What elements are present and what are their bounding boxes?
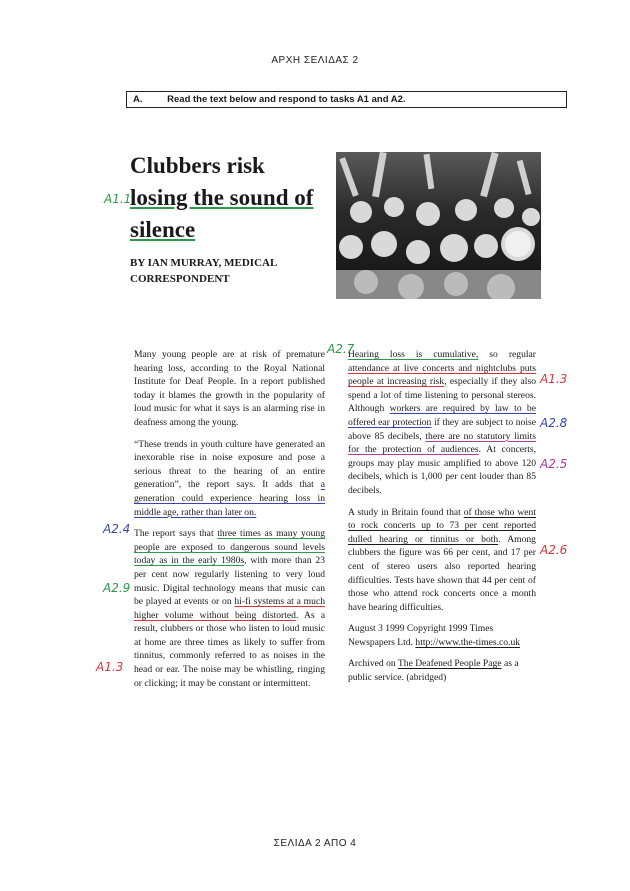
byline-line: CORRESPONDENT <box>130 273 230 285</box>
archived-note <box>348 657 536 684</box>
annotation-a28: A2.8 <box>540 416 568 430</box>
paragraph-text: . At concerts, groups may play music amplified to above 120 decibels, which is 1,000 per cent louder than 85 decibels. <box>348 444 536 496</box>
highlight-a13-right: attendance at live concerts and nightclubs puts people at increasing risk <box>348 362 536 388</box>
article-column-right <box>348 348 536 693</box>
highlight-a25: there are no statutory limits for the protection of audiences <box>348 430 536 456</box>
task-letter: A. <box>133 94 143 105</box>
highlight-a26: of those who went to rock concerts up to 73 per cent reported dulled hearing or tinnitus or both <box>348 506 536 545</box>
task-instruction-box <box>126 91 567 108</box>
article-column-left <box>134 348 325 698</box>
title-line: Clubbers risk <box>130 153 265 178</box>
annotation-a29: A2.9 <box>103 581 131 595</box>
crowd-photo <box>336 152 541 299</box>
copyright-note <box>348 622 536 649</box>
paragraph-text: . As a result, clubbers or those who listen to loud music at home are three times as likely to suffer from tinnitus, commonly referred to as noises in the head or ear. The noise may be whistling, ringing or clicking; it may be constant or intermittent. <box>134 609 325 689</box>
crowd-photo-graphic <box>336 152 541 299</box>
paragraph <box>134 438 325 520</box>
annotation-a13-left: A1.3 <box>96 660 124 674</box>
annotation-a13-right: A1.3 <box>540 372 568 386</box>
annotation-a25: A2.5 <box>540 457 568 471</box>
paragraph-text: , especially if they also spend a lot of time listening to personal stereos. Although <box>348 376 536 415</box>
highlight-a13-left: hi-fi systems at a much higher volume without being distorted <box>134 596 325 621</box>
paragraph <box>134 527 325 690</box>
copyright-text: August 3 1999 Copyright 1999 Times Newspapers Ltd. <box>348 623 494 648</box>
annotation-a27: A2.7 <box>327 342 355 356</box>
paragraph-text: , with more than 23 per cent now regularly listening to very loud music. Digital technology means that music can be played at events or on <box>134 555 326 608</box>
page-header: ΑΡΧΗ ΣΕΛΙΔΑΣ 2 <box>271 55 359 66</box>
annotation-a24: A2.4 <box>103 522 131 536</box>
archived-text: Archived on <box>348 658 398 670</box>
annotation-a11: A1.1 <box>104 192 132 206</box>
paragraph-text: “These trends in youth culture have generated an inexorable rise in noise exposure and pose a serious threat to the hearing of an entire generation”, the report says. It adds that <box>134 438 325 491</box>
paragraph-text: . Among clubbers the figure was 66 per cent, and 17 per cent of stereo users also reported hearing difficulties. Tests have shown that 44 per cent of those who attend rock concerts once a month have hearing difficulties. <box>348 533 536 613</box>
paragraph-text: if they are subject to noise above 85 decibels, <box>348 416 536 442</box>
paragraph <box>348 348 536 498</box>
paragraph-text: so regular <box>478 349 536 360</box>
article-title <box>130 150 313 246</box>
highlight-a29: three times as many young people are exposed to dangerous sound levels today as in the early 1980s <box>134 528 326 567</box>
title-line: losing the sound of <box>130 185 314 210</box>
highlight-a28: workers are required by law to be offered ear protection <box>348 403 536 428</box>
paragraph <box>348 506 536 615</box>
source-link[interactable]: http://www.the-times.co.uk <box>415 636 521 648</box>
article-byline <box>130 255 277 287</box>
paragraph: Many young people are at risk of premature hearing loss, according to the Royal National Institute for Deaf People. In a report published today it blames the growth in the popularity of loud music for what it says is an alarming rise in deafness among the young. <box>134 349 325 428</box>
byline-line: BY IAN MURRAY, MEDICAL <box>130 257 278 269</box>
archive-link[interactable]: The Deafened People Page <box>397 658 502 670</box>
paragraph-text: The report says that <box>134 528 218 540</box>
page-footer: ΣΕΛΙΔΑ 2 ΑΠΟ 4 <box>273 838 357 849</box>
highlight-a24: a generation could experience hearing loss in middle age, rather than later on. <box>134 479 325 518</box>
annotation-a26: A2.6 <box>540 543 568 557</box>
task-instruction: Read the text below and respond to tasks A1 and A2. <box>167 94 406 105</box>
title-line: silence <box>130 217 196 242</box>
highlight-a27: Hearing loss is cumulative, <box>348 349 479 360</box>
paragraph-text: A study in Britain found that <box>348 506 464 518</box>
archived-text: as a public service. (abridged) <box>348 658 519 684</box>
